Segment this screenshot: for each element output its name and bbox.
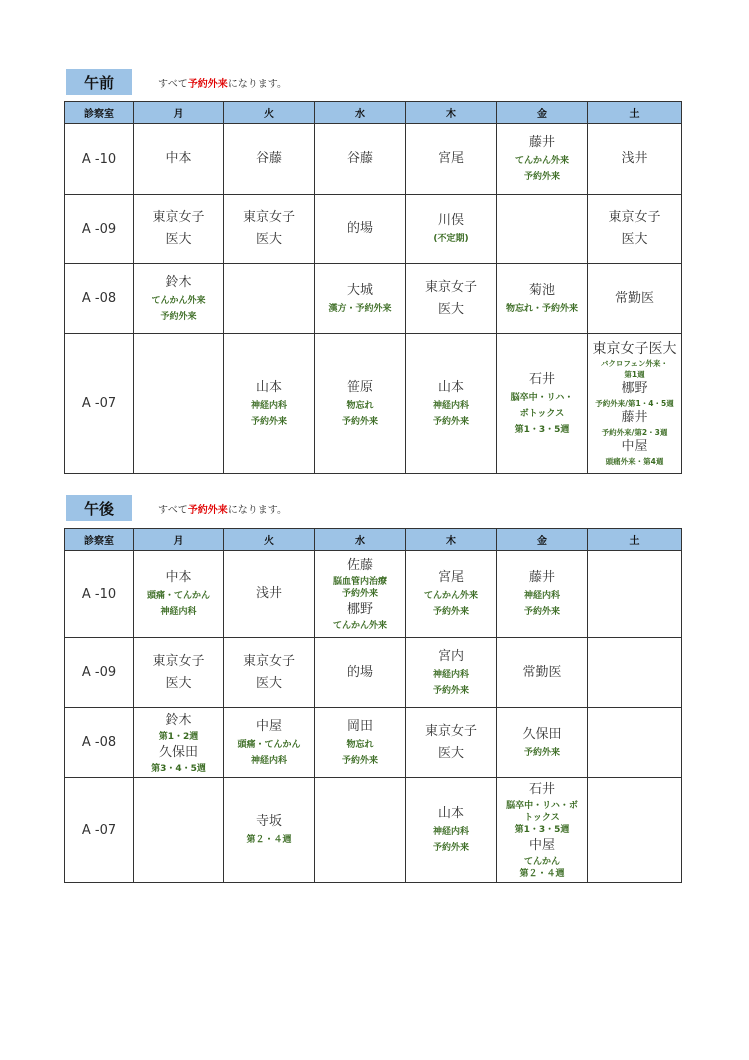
doctor-name: 菊池 xyxy=(528,282,555,298)
clinic-note: 脳卒中・リハ・ボ xyxy=(506,801,578,811)
doctor-entry xyxy=(315,219,405,239)
clinic-note: 漢方・予約外来 xyxy=(328,303,392,314)
schedule-cell xyxy=(497,264,588,334)
schedule-cell xyxy=(497,551,588,638)
clinic-note: 頭痛外来・第4週 xyxy=(605,457,664,466)
doctor-entry xyxy=(315,556,405,600)
clinic-note: 第3・4・5週 xyxy=(151,763,206,774)
header-day: 月 xyxy=(134,102,224,124)
clinic-note: てんかん xyxy=(523,857,560,867)
doctor-name: 岡田 xyxy=(346,718,373,734)
header-room: 診察室 xyxy=(65,529,134,551)
doctor-name: 山本 xyxy=(437,379,464,395)
doctor-entry xyxy=(588,380,681,409)
schedule-cell xyxy=(497,195,588,264)
clinic-note: バクロフェン外来・ xyxy=(600,359,669,368)
table-row xyxy=(65,124,682,195)
schedule-cell xyxy=(497,334,588,474)
schedule-cell xyxy=(497,708,588,778)
doctor-entry xyxy=(224,651,314,695)
doctor-entry xyxy=(406,647,496,699)
doctor-name: 佐藤 xyxy=(346,558,373,573)
pm-note xyxy=(158,501,287,516)
doctor-name-line2: 医大 xyxy=(255,232,282,247)
pm-label: 午後 xyxy=(66,495,132,521)
doctor-entry xyxy=(497,370,587,438)
doctor-name: 大城 xyxy=(346,282,373,298)
header-day: 水 xyxy=(315,102,406,124)
doctor-entry xyxy=(134,568,223,620)
doctor-entry xyxy=(406,211,496,247)
doctor-entry xyxy=(497,725,587,761)
doctor-name-line2: 医大 xyxy=(437,301,464,317)
header-day: 金 xyxy=(497,102,588,124)
clinic-note: 第1・3・5週 xyxy=(514,825,570,835)
schedule-cell xyxy=(588,778,682,883)
doctor-name-line2: 医大 xyxy=(621,232,648,247)
doctor-entry xyxy=(406,568,496,620)
am-note xyxy=(158,75,287,90)
clinic-note: てんかん外来 xyxy=(332,621,387,631)
doctor-name: 寺坂 xyxy=(255,814,282,829)
doctor-entry xyxy=(406,149,496,169)
table-body xyxy=(65,551,682,883)
doctor-name: 鈴木 xyxy=(165,712,192,728)
doctor-name: 常勤医 xyxy=(614,290,654,306)
doctor-entry xyxy=(224,584,314,604)
schedule-cell xyxy=(588,638,682,708)
clinic-note: 予約外来 xyxy=(523,172,560,182)
doctor-entry xyxy=(497,568,587,620)
doctor-entry xyxy=(497,281,587,317)
schedule-cell xyxy=(497,778,588,883)
doctor-name: 東京女子 xyxy=(424,279,477,295)
schedule-cell xyxy=(406,551,497,638)
doctor-name: 宮内 xyxy=(437,648,464,664)
schedule-cell xyxy=(315,124,406,195)
doctor-entry xyxy=(406,804,496,856)
schedule-cell xyxy=(134,778,224,883)
clinic-note: 第1・3・5週 xyxy=(514,424,570,435)
clinic-note: 第1週 xyxy=(624,370,645,379)
doctor-entry xyxy=(315,281,405,317)
schedule-cell xyxy=(134,124,224,195)
note-prefix: すべて xyxy=(158,504,188,516)
clinic-note: トックス xyxy=(524,813,560,823)
clinic-note: 第1・2週 xyxy=(158,731,199,742)
doctor-name: 中屋 xyxy=(528,838,555,853)
header-day: 金 xyxy=(497,529,588,551)
schedule-cell xyxy=(406,708,497,778)
pm-schedule-table xyxy=(64,528,682,883)
clinic-note: てんかん外来 xyxy=(151,295,206,306)
doctor-name: 藤井 xyxy=(528,135,555,150)
clinic-note: 予約外来 xyxy=(432,685,469,696)
clinic-note: てんかん外来 xyxy=(423,591,478,601)
clinic-note: 予約外来 xyxy=(341,416,378,427)
table-row xyxy=(65,264,682,334)
clinic-note: 予約外来 xyxy=(341,755,378,766)
doctor-entry xyxy=(134,651,223,695)
note-suffix: になります。 xyxy=(227,504,288,516)
schedule-cell xyxy=(497,638,588,708)
table-row xyxy=(65,708,682,778)
doctor-name: 宮尾 xyxy=(437,570,464,585)
clinic-note: 予約外来 xyxy=(523,607,560,617)
doctor-entry xyxy=(497,133,587,185)
schedule-cell xyxy=(315,334,406,474)
header-day: 土 xyxy=(588,529,682,551)
doctor-name: 常勤医 xyxy=(522,664,562,680)
doctor-name: 鈴木 xyxy=(165,274,192,290)
doctor-name: 東京女子 xyxy=(608,210,661,225)
schedule-cell xyxy=(315,195,406,264)
table-row xyxy=(65,334,682,474)
room-cell: A -08 xyxy=(65,264,134,334)
schedule-cell xyxy=(315,778,406,883)
doctor-entry xyxy=(406,277,496,321)
doctor-entry xyxy=(224,717,314,769)
clinic-note: 予約外来 xyxy=(160,311,197,322)
schedule-cell xyxy=(588,195,682,264)
table-row xyxy=(65,195,682,264)
doctor-entry xyxy=(497,663,587,683)
schedule-cell xyxy=(588,264,682,334)
schedule-cell xyxy=(588,708,682,778)
table-header xyxy=(65,102,682,124)
schedule-cell xyxy=(224,264,315,334)
clinic-note: 脳血管内治療 xyxy=(332,577,387,587)
schedule-cell xyxy=(588,334,682,474)
clinic-note: 物忘れ xyxy=(346,739,374,750)
doctor-name: 東京女子 xyxy=(424,723,477,739)
note-suffix: になります。 xyxy=(227,78,288,90)
clinic-note: 予約外来 xyxy=(432,416,469,427)
am-label: 午前 xyxy=(66,69,132,95)
clinic-note: 予約外来 xyxy=(250,416,287,427)
doctor-name: 的場 xyxy=(346,221,373,236)
doctor-name: 中屋 xyxy=(621,439,648,454)
clinic-note: 予約外来 xyxy=(341,589,378,599)
header-day: 土 xyxy=(588,102,682,124)
doctor-entry xyxy=(497,836,587,880)
clinic-note: 頭痛・てんかん xyxy=(237,739,301,750)
doctor-entry xyxy=(588,340,681,380)
schedule-cell xyxy=(588,124,682,195)
clinic-note: 頭痛・てんかん xyxy=(146,591,210,601)
header-row xyxy=(65,102,682,124)
clinic-note: 物忘れ xyxy=(346,400,374,411)
doctor-name: 笹原 xyxy=(346,379,373,395)
clinic-note: ボトックス xyxy=(519,408,565,419)
doctor-name: 山本 xyxy=(437,806,464,821)
schedule-cell xyxy=(134,195,224,264)
doctor-name-line2: 医大 xyxy=(255,675,282,691)
schedule-cell xyxy=(224,708,315,778)
doctor-entry xyxy=(315,378,405,430)
doctor-entry xyxy=(224,378,314,430)
clinic-note: 神経内科 xyxy=(250,755,287,766)
doctor-name: 川俣 xyxy=(437,213,464,228)
schedule-cell xyxy=(134,708,224,778)
clinic-note: 予約外来 xyxy=(432,843,469,853)
doctor-name-line2: 医大 xyxy=(165,675,192,691)
doctor-entry xyxy=(497,780,587,836)
doctor-name: 谷藤 xyxy=(346,151,373,166)
header-day: 木 xyxy=(406,529,497,551)
table-body xyxy=(65,124,682,474)
note-highlight: 予約外来 xyxy=(187,78,228,90)
clinic-note: 予約外来/第2・3週 xyxy=(601,428,668,437)
schedule-cell xyxy=(224,195,315,264)
doctor-entry xyxy=(134,743,223,775)
schedule-cell xyxy=(134,638,224,708)
doctor-name: 東京女子 xyxy=(152,210,205,225)
am-schedule-table xyxy=(64,101,682,474)
schedule-cell xyxy=(224,334,315,474)
schedule-cell xyxy=(224,124,315,195)
pm-section-header xyxy=(66,495,287,521)
doctor-entry xyxy=(315,600,405,632)
note-highlight: 予約外来 xyxy=(187,504,228,516)
room-cell: A -07 xyxy=(65,334,134,474)
schedule-cell xyxy=(224,778,315,883)
doctor-entry xyxy=(406,721,496,765)
schedule-cell xyxy=(315,264,406,334)
header-day: 水 xyxy=(315,529,406,551)
doctor-entry xyxy=(134,273,223,325)
table-row xyxy=(65,778,682,883)
clinic-note: 予約外来 xyxy=(432,607,469,617)
schedule-cell xyxy=(134,264,224,334)
doctor-entry xyxy=(134,711,223,743)
schedule-cell xyxy=(224,638,315,708)
room-cell: A -10 xyxy=(65,124,134,195)
doctor-entry xyxy=(224,149,314,169)
doctor-entry xyxy=(224,207,314,251)
header-day: 月 xyxy=(134,529,224,551)
clinic-note: (不定期) xyxy=(433,234,469,244)
doctor-name: 藤井 xyxy=(621,410,648,425)
doctor-name: 石井 xyxy=(528,782,555,797)
doctor-name: 的場 xyxy=(346,664,373,680)
clinic-note: 脳卒中・リハ・ xyxy=(510,392,574,403)
clinic-note: 神経内科 xyxy=(432,669,469,680)
doctor-name: 東京女子医大 xyxy=(592,341,677,357)
schedule-cell xyxy=(406,195,497,264)
clinic-note: 神経内科 xyxy=(432,827,469,837)
doctor-name: 東京女子 xyxy=(152,653,205,669)
doctor-entry xyxy=(588,438,681,467)
doctor-entry xyxy=(588,289,681,309)
doctor-entry xyxy=(224,812,314,848)
am-section-header xyxy=(66,69,287,95)
header-row xyxy=(65,529,682,551)
doctor-name: 浅井 xyxy=(621,151,648,166)
doctor-name: 中本 xyxy=(165,151,192,166)
clinic-note: 物忘れ・予約外来 xyxy=(505,303,578,314)
clinic-note: 神経内科 xyxy=(432,400,469,411)
doctor-name: 谷藤 xyxy=(255,151,282,166)
doctor-entry xyxy=(406,378,496,430)
doctor-name: 浅井 xyxy=(255,586,282,601)
room-cell: A -09 xyxy=(65,638,134,708)
doctor-name: 中屋 xyxy=(255,718,282,734)
schedule-cell xyxy=(315,708,406,778)
doctor-entry xyxy=(134,207,223,251)
schedule-cell xyxy=(315,551,406,638)
clinic-note: 第２・４週 xyxy=(246,835,292,845)
clinic-note: 予約外来 xyxy=(523,747,560,758)
doctor-entry xyxy=(315,717,405,769)
doctor-name-line2: 医大 xyxy=(165,232,192,247)
doctor-name: 東京女子 xyxy=(242,653,295,669)
header-day: 火 xyxy=(224,102,315,124)
doctor-name: 藤井 xyxy=(528,570,555,585)
clinic-note: てんかん外来 xyxy=(514,156,569,166)
doctor-name: 中本 xyxy=(165,570,192,585)
doctor-entry xyxy=(134,149,223,169)
schedule-cell xyxy=(134,551,224,638)
clinic-note: 第２・４週 xyxy=(519,869,565,879)
clinic-note: 予約外来/第1・4・5週 xyxy=(595,399,674,408)
doctor-entry xyxy=(588,149,681,169)
table-row xyxy=(65,551,682,638)
header-room: 診察室 xyxy=(65,102,134,124)
schedule-cell xyxy=(406,264,497,334)
header-day: 火 xyxy=(224,529,315,551)
doctor-entry xyxy=(315,663,405,683)
doctor-entry xyxy=(315,149,405,169)
schedule-cell xyxy=(134,334,224,474)
doctor-name: 東京女子 xyxy=(242,210,295,225)
schedule-cell xyxy=(406,778,497,883)
schedule-cell xyxy=(315,638,406,708)
table-row xyxy=(65,638,682,708)
room-cell: A -09 xyxy=(65,195,134,264)
schedule-cell xyxy=(224,551,315,638)
doctor-name: 梛野 xyxy=(346,602,373,617)
schedule-cell xyxy=(406,638,497,708)
clinic-note: 神経内科 xyxy=(250,400,287,411)
doctor-name: 宮尾 xyxy=(437,151,464,166)
note-prefix: すべて xyxy=(158,78,188,90)
schedule-cell xyxy=(497,124,588,195)
room-cell: A -08 xyxy=(65,708,134,778)
clinic-note: 神経内科 xyxy=(160,607,197,617)
doctor-name: 久保田 xyxy=(158,744,198,760)
room-cell: A -10 xyxy=(65,551,134,638)
clinic-note: 神経内科 xyxy=(523,591,560,601)
table-header xyxy=(65,529,682,551)
schedule-cell xyxy=(406,124,497,195)
doctor-name: 久保田 xyxy=(522,726,562,742)
room-cell: A -07 xyxy=(65,778,134,883)
doctor-name: 石井 xyxy=(528,371,555,387)
doctor-entry xyxy=(588,409,681,438)
schedule-cell xyxy=(588,551,682,638)
doctor-entry xyxy=(588,207,681,251)
doctor-name: 山本 xyxy=(255,379,282,395)
doctor-name: 梛野 xyxy=(621,381,648,396)
header-day: 木 xyxy=(406,102,497,124)
doctor-name-line2: 医大 xyxy=(437,745,464,761)
schedule-cell xyxy=(406,334,497,474)
